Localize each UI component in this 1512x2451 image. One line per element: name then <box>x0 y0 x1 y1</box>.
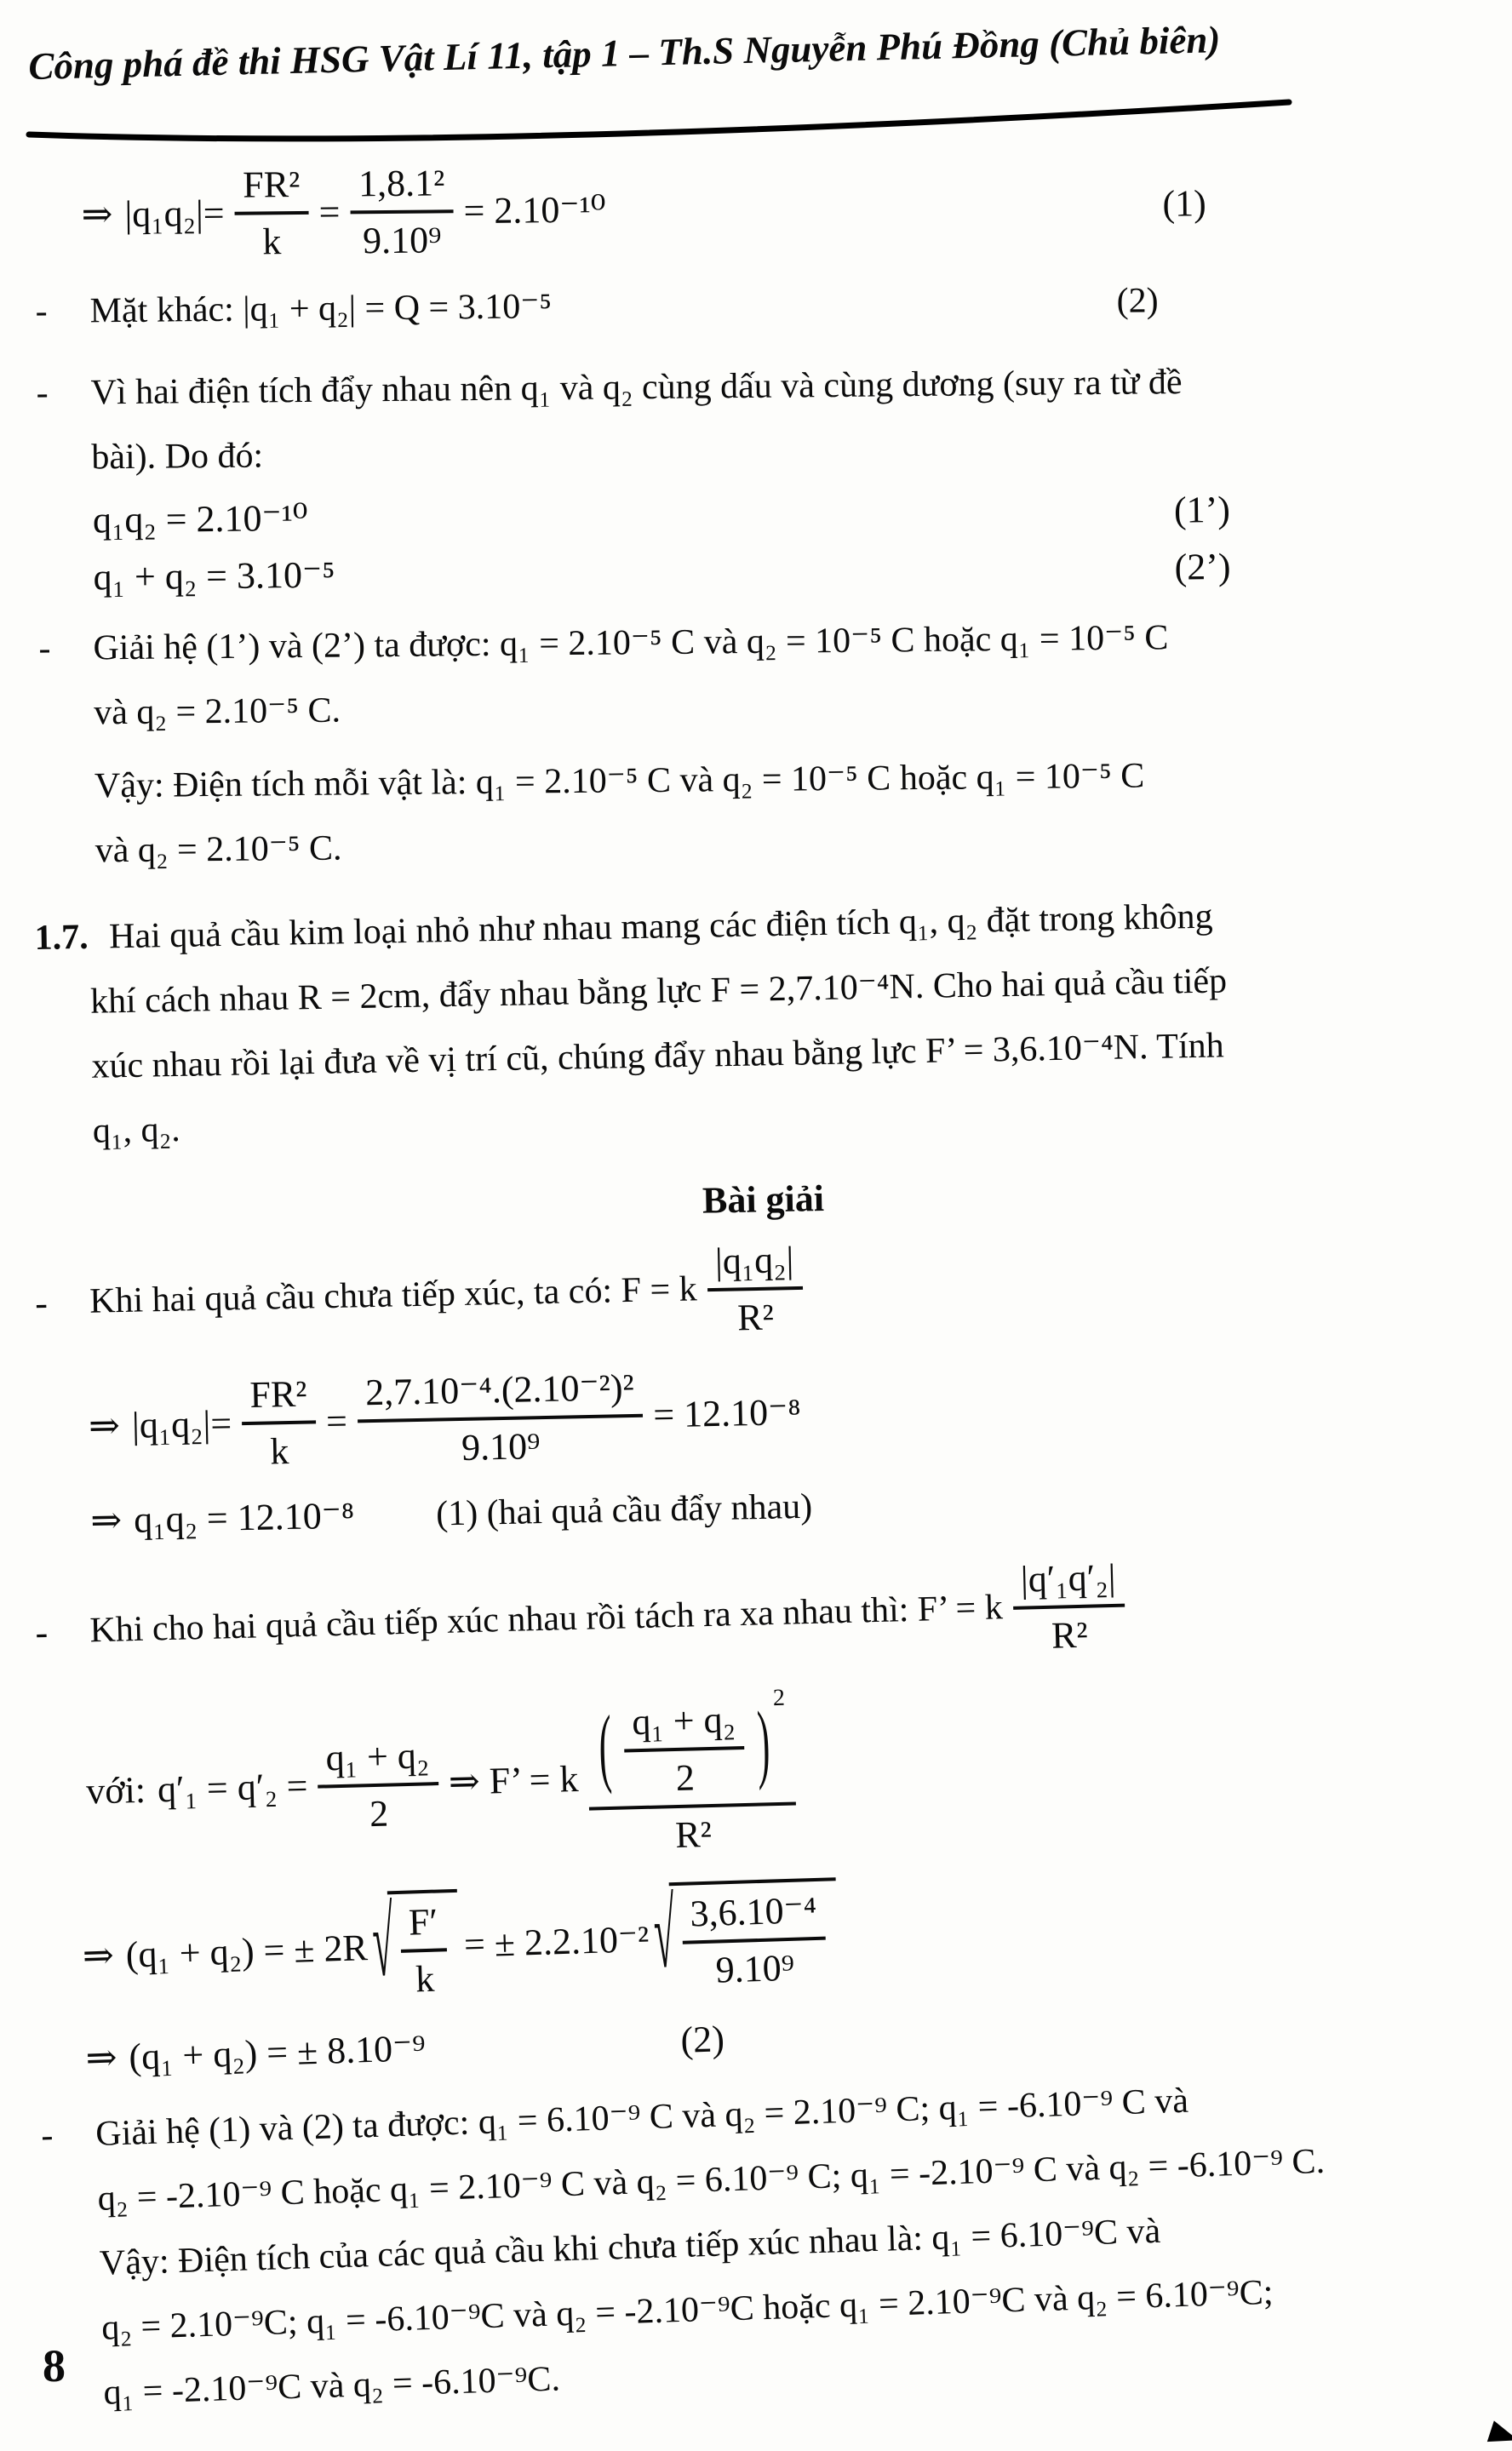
fraction-values <box>350 159 454 262</box>
q1q2-product: q₁q₂ = 2.10⁻¹⁰ <box>92 496 308 541</box>
sqrt-content <box>668 1877 839 1993</box>
line-khi-2 <box>34 1544 1483 1683</box>
equals-sign: = <box>325 1400 348 1442</box>
vi-hai-text: Vì hai điện tích đẩy nhau nên q₁ và q₂ cùng dấu và cùng dương (suy ra từ đề <box>90 363 1183 413</box>
numerator: FR² <box>241 1370 316 1425</box>
equation-tag-2-final: (2) <box>679 2018 725 2061</box>
fraction-FR2-k <box>241 1370 317 1474</box>
bullet-dash: - <box>36 373 49 413</box>
equation-tag-2: (2) <box>1116 281 1159 321</box>
giai-he-2-cont: q₂ = -2.10⁻⁹ C hoặc q₁ = 2.10⁻⁹ C và q₂ = 6.10⁻⁹ C; q₁ = -2.10⁻⁹ C và q₂ = -6.10⁻⁹ C. <box>96 2141 1326 2219</box>
result-value: = 2.10⁻¹⁰ <box>463 188 606 232</box>
numerator: F′ <box>399 1898 447 1953</box>
bullet-dash: - <box>34 1611 49 1653</box>
numerator: |q₁q₂| <box>706 1236 803 1291</box>
page-header-title: Công phá đề thi HSG Vật Lí 11, tập 1 – Th.S Nguyễn Phú Đồng (Chủ biên) <box>27 18 1221 89</box>
sqrt-F-over-k <box>371 1889 461 2002</box>
mid-value: = ± 2.2.10⁻² <box>463 1917 650 1966</box>
giai-he-text-cont: và q₂ = 2.10⁻⁵ C. <box>93 690 341 733</box>
numerator: 3,6.10⁻⁴ <box>681 1887 826 1944</box>
squared-exponent: 2 <box>772 1684 786 1712</box>
vay-text-cont: và q₂ = 2.10⁻⁵ C. <box>94 828 342 871</box>
equation-product <box>88 1347 1486 1477</box>
fraction-q1pq2p-R2 <box>1011 1554 1126 1658</box>
implies-symbol: ⇒ <box>82 1933 115 1977</box>
q-prime-equality: q′₁ = q′₂ = <box>157 1764 309 1811</box>
header-underline <box>22 95 1296 155</box>
vay-text: Vậy: Điện tích mỗi vật là: q₁ = 2.10⁻⁵ C và q₂ = 10⁻⁵ C hoặc q₁ = 10⁻⁵ C <box>94 756 1145 806</box>
numerator: q₁ + q₂ <box>623 1696 745 1753</box>
equation-tag-1: (1) <box>1162 182 1207 225</box>
equation-tag-2-prime: (2’) <box>1174 545 1231 588</box>
solution-part-1 <box>34 1223 1487 1543</box>
numerator-paren-group <box>587 1684 796 1810</box>
bullet-dash: - <box>34 1281 49 1324</box>
solution-part-2 <box>34 1544 1488 1873</box>
q1q2-sum: q₁ + q₂ = 3.10⁻⁵ <box>93 553 335 598</box>
fraction-q1q2-R2 <box>706 1236 804 1340</box>
denominator: k <box>415 1957 435 2001</box>
giai-he-text: Giải hệ (1’) và (2’) ta được: q₁ = 2.10⁻⁵ C và q₂ = 10⁻⁵ C hoặc q₁ = 10⁻⁵ C <box>93 618 1169 668</box>
equation-sum-sqrt <box>81 1858 1484 2011</box>
numerator: q₁ + q₂ <box>317 1732 438 1789</box>
problem-1-7 <box>34 879 1487 1243</box>
problem-text: Hai quả cầu kim loại nhỏ như nhau mang các điện tích q₁, q₂ đặt trong không <box>108 896 1213 957</box>
solution-title: Bài giải <box>702 1177 825 1222</box>
denominator: R² <box>1051 1613 1089 1657</box>
fraction-sum-over-2-inner <box>623 1696 746 1801</box>
vay-2-line-1: Vậy: Điện tích của các quả cầu khi chưa tiếp xúc nhau là: q₁ = 6.10⁻⁹C và <box>99 2211 1161 2283</box>
sum-value: (q₁ + q₂) = ± 8.10⁻⁹ <box>128 2027 427 2078</box>
khi-2-text: Khi cho hai quả cầu tiếp xúc nhau rồi tách ra xa nhau thì: F’ = k <box>89 1588 1004 1651</box>
bullet-dash: - <box>35 291 48 331</box>
numerator: FR² <box>234 161 309 215</box>
fraction-FR2-k <box>234 161 309 264</box>
equation-1-prime <box>93 485 1485 542</box>
equation-tag-note: (1) (hai quả cầu đẩy nhau) <box>435 1486 813 1534</box>
fraction-big <box>587 1684 798 1858</box>
line-khi-1 <box>34 1223 1483 1354</box>
problem-number: 1.7. <box>34 917 89 958</box>
numerator: 1,8.1² <box>350 159 454 214</box>
equation-1 <box>81 150 1482 266</box>
radical-sign: √ <box>370 1887 395 1997</box>
q1q2-value: q₁q₂ = 12.10⁻⁸ <box>133 1494 355 1541</box>
abs-q1q2: |q₁q₂| <box>124 192 203 235</box>
khi-1-text: Khi hai quả cầu chưa tiếp xúc, ta có: F = k <box>89 1269 698 1321</box>
right-paren: ) <box>756 1693 771 1792</box>
page-content <box>34 155 1481 2427</box>
numerator: 2,7.10⁻⁴.(2.10⁻²)² <box>357 1364 644 1423</box>
problem-line-2: khí cách nhau R = 2cm, đẩy nhau bằng lực F = 2,7.10⁻⁴N. Cho hai quả cầu tiếp <box>89 961 1228 1022</box>
denominator: k <box>269 1430 289 1473</box>
fraction-values <box>357 1364 644 1472</box>
denominator: k <box>262 220 282 263</box>
bullet-dash: - <box>38 628 51 668</box>
result-value: = 12.10⁻⁸ <box>652 1390 802 1435</box>
equation-2-prime <box>93 542 1485 599</box>
implies-symbol: ⇒ <box>81 192 113 235</box>
denominator: R² <box>674 1812 713 1857</box>
implies-F-prime: ⇒ F’ = k <box>448 1757 580 1803</box>
left-paren: ( <box>598 1697 613 1796</box>
equation-product-tagged <box>90 1471 1487 1543</box>
equals-sign: = <box>209 1401 232 1445</box>
giai-he-2-text: Giải hệ (1) và (2) ta được: q₁ = 6.10⁻⁹ C và q₂ = 2.10⁻⁹ C; q₁ = -6.10⁻⁹ C và <box>94 2081 1189 2154</box>
denominator: 2 <box>675 1756 696 1799</box>
denominator: 9.10⁹ <box>362 219 442 262</box>
mat-khac-formula: Mặt khác: |q₁ + q₂| = Q = 3.10⁻⁵ <box>89 287 553 331</box>
denominator: 9.10⁹ <box>714 1946 795 1991</box>
equals-sign: = <box>318 191 341 233</box>
implies-symbol: ⇒ <box>89 1498 123 1542</box>
fraction-Fprime-k <box>399 1898 449 2001</box>
corner-arrow-icon <box>1487 2420 1512 2450</box>
fraction-sum-over-2 <box>317 1732 439 1837</box>
denominator: 2 <box>369 1792 389 1835</box>
bullet-dash: - <box>40 2116 54 2156</box>
line-mat-khac <box>35 266 1483 344</box>
equation-tag-1-prime: (1’) <box>1173 488 1231 531</box>
abs-q1q2: |q₁q₂| <box>131 1402 211 1446</box>
sqrt-values <box>652 1877 839 1994</box>
voi-label: với: <box>85 1768 146 1812</box>
numerator: |q′₁q′₂| <box>1011 1554 1125 1610</box>
problem-line-3: xúc nhau rồi lại đưa về vị trí cũ, chúng đẩy nhau bằng lực F’ = 3,6.10⁻⁴N. Tính <box>91 1026 1225 1086</box>
fraction-value <box>681 1887 828 1993</box>
section-previous-solution <box>34 150 1488 884</box>
sum-lhs: (q₁ + q₂) = ± 2R <box>125 1926 369 1976</box>
implies-symbol: ⇒ <box>84 2036 118 2080</box>
vay-2-line-3: q₁ = -2.10⁻⁹C và q₂ = -6.10⁻⁹C. <box>102 2359 561 2413</box>
equation-voi <box>84 1675 1488 1872</box>
vay-2-line-2: q₂ = 2.10⁻⁹C; q₁ = -6.10⁻⁹C và q₂ = -2.10⁻⁹C hoặc q₁ = 2.10⁻⁹C và q₂ = 6.10⁻⁹C; <box>100 2272 1274 2348</box>
problem-line-4: q₁, q₂. <box>92 1109 181 1151</box>
denominator: R² <box>736 1296 775 1339</box>
implies-symbol: ⇒ <box>88 1404 121 1447</box>
denominator: 9.10⁹ <box>461 1425 541 1469</box>
solution-part-3 <box>34 1858 1497 2427</box>
equals-sign: = <box>203 192 225 234</box>
vi-hai-text-cont: bài). Do đó: <box>91 436 264 478</box>
page-number: 8 <box>43 2340 66 2391</box>
sqrt-content <box>387 1889 461 2001</box>
radical-sign: √ <box>652 1879 677 1989</box>
